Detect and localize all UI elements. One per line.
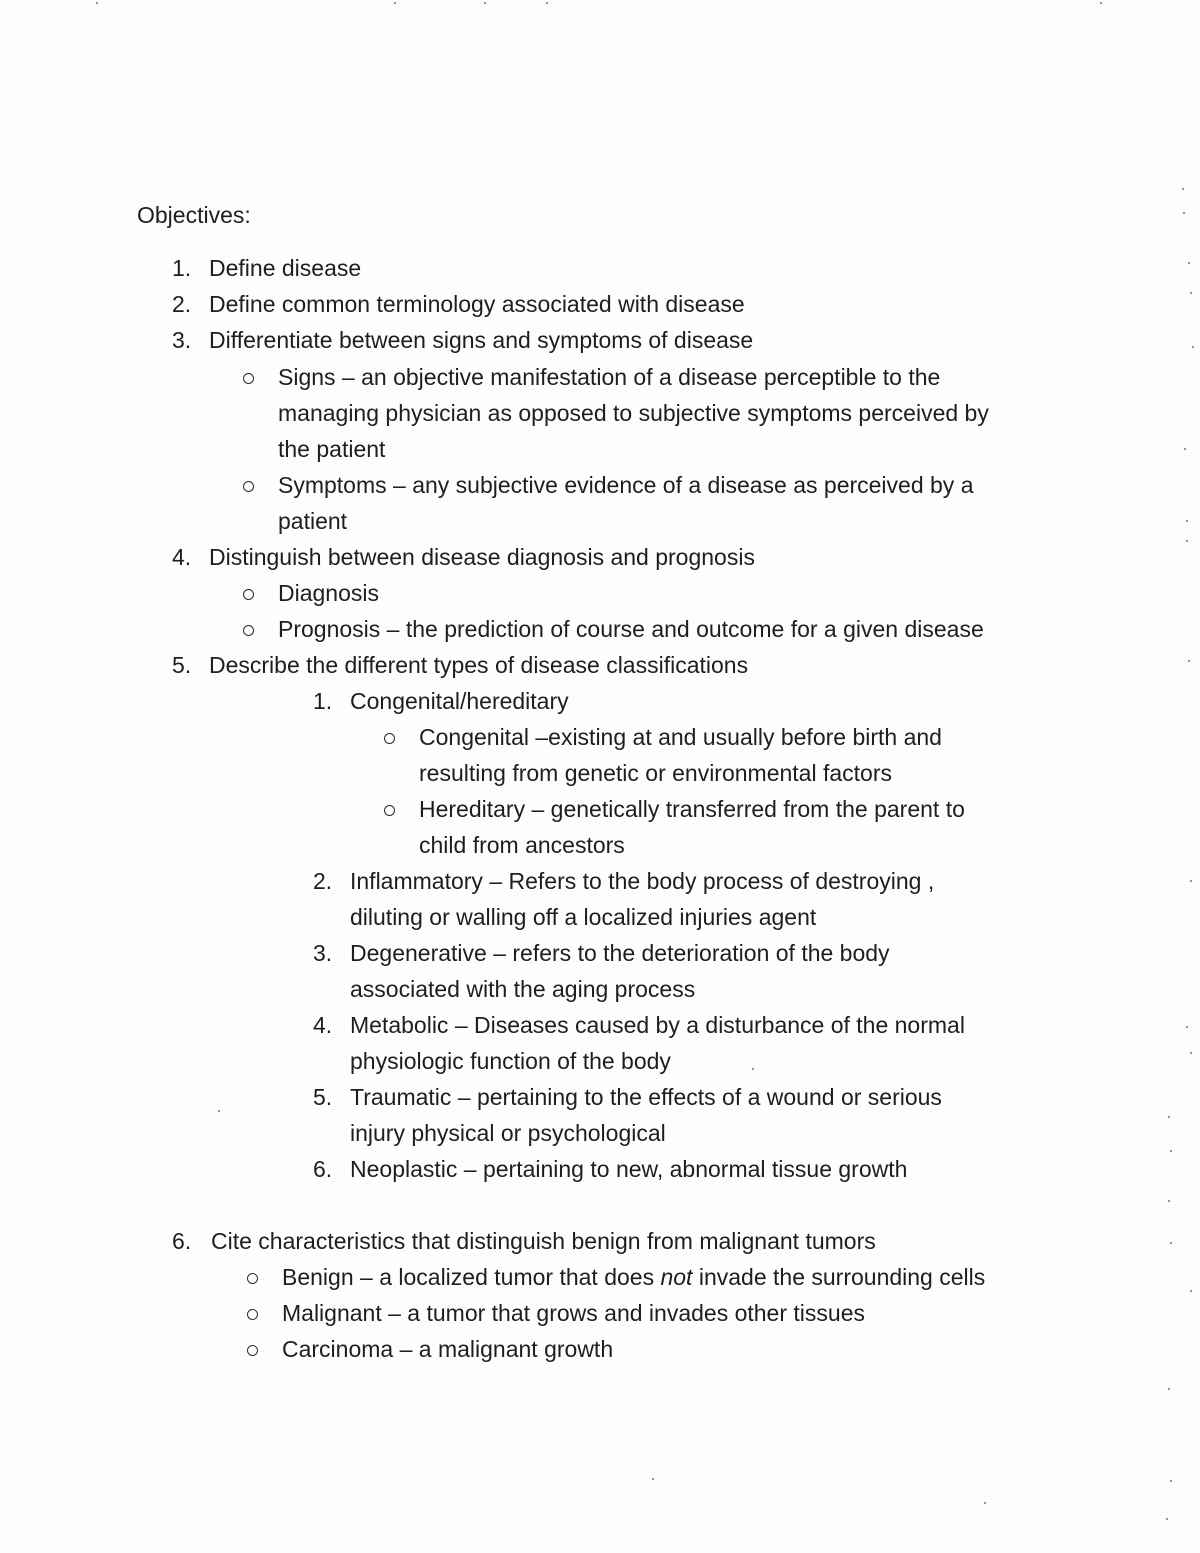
scan-speck [1190, 880, 1192, 882]
scan-speck [1166, 1518, 1168, 1520]
scan-speck [394, 2, 396, 4]
classification-4-line-1: Metabolic – Diseases caused by a disturbance of the normal [350, 1012, 965, 1038]
scan-speck [752, 1068, 754, 1070]
scan-speck [1188, 660, 1190, 662]
scan-speck [1170, 1242, 1172, 1244]
classification-5-line-1: Traumatic – pertaining to the effects of a wound or serious [350, 1084, 942, 1110]
objective-3-text: Differentiate between signs and symptoms of disease [209, 327, 754, 353]
scan-speck [1182, 188, 1184, 190]
benign-text-post: invade the surrounding cells [692, 1264, 986, 1290]
objective-2-text: Define common terminology associated with disease [209, 291, 745, 317]
scan-speck [1190, 292, 1192, 294]
classification-3-line-1: Degenerative – refers to the deterioration of the body [350, 940, 890, 966]
bullet-circle-icon [243, 481, 254, 492]
bullet-circle-icon [243, 589, 254, 600]
scan-speck [1192, 346, 1194, 348]
benign-text-emphasis: not [660, 1264, 693, 1290]
scan-speck [1183, 212, 1185, 214]
scan-speck [1186, 520, 1188, 522]
classification-6-text: Neoplastic – pertaining to new, abnormal tissue growth [350, 1156, 908, 1182]
classification-2-line-2: diluting or walling off a localized injuries agent [350, 904, 817, 930]
objective-6-text: Cite characteristics that distinguish benign from malignant tumors [211, 1228, 876, 1254]
scan-speck [1186, 1026, 1188, 1028]
prognosis-bullet: Prognosis – the prediction of course and outcome for a given disease [278, 616, 984, 642]
scan-speck [1168, 1200, 1170, 1202]
scan-speck [1168, 1388, 1170, 1390]
carcinoma-bullet: Carcinoma – a malignant growth [282, 1336, 614, 1362]
classification-3-line-2: associated with the aging process [350, 976, 696, 1002]
objective-1-number: 1. [172, 255, 192, 281]
scan-speck [1170, 1480, 1172, 1482]
bullet-circle-icon [247, 1345, 258, 1356]
hereditary-bullet-line-1: Hereditary – genetically transferred from the parent to [419, 796, 965, 822]
signs-bullet-line-1: Signs – an objective manifestation of a disease perceptible to the [278, 364, 941, 390]
classification-1-number: 1. [313, 688, 333, 714]
objective-4-number: 4. [172, 544, 192, 570]
objectives-heading: Objectives: [137, 202, 251, 228]
scan-speck [1184, 448, 1186, 450]
objective-2-number: 2. [172, 291, 192, 317]
scan-speck [1188, 262, 1190, 264]
symptoms-bullet-line-2: patient [278, 508, 348, 534]
bullet-circle-icon [247, 1309, 258, 1320]
scan-speck [1190, 1052, 1192, 1054]
scan-speck [652, 1478, 654, 1480]
congenital-bullet-line-1: Congenital –existing at and usually before birth and [419, 724, 942, 750]
benign-bullet [282, 1262, 985, 1292]
classification-5-number: 5. [313, 1084, 333, 1110]
classification-4-number: 4. [313, 1012, 333, 1038]
bullet-circle-icon [384, 733, 395, 744]
objective-4-text: Distinguish between disease diagnosis and prognosis [209, 544, 755, 570]
diagnosis-bullet: Diagnosis [278, 580, 379, 606]
bullet-circle-icon [243, 373, 254, 384]
classification-5-line-2: injury physical or psychological [350, 1120, 666, 1146]
classification-2-number: 2. [313, 868, 333, 894]
scan-speck [1100, 2, 1102, 4]
scan-speck [984, 1502, 986, 1504]
signs-bullet-line-3: the patient [278, 436, 386, 462]
scan-speck [546, 2, 548, 4]
congenital-bullet-line-2: resulting from genetic or environmental factors [419, 760, 892, 786]
classification-1-text: Congenital/hereditary [350, 688, 569, 714]
scan-speck [1186, 540, 1188, 542]
objective-3-number: 3. [172, 327, 192, 353]
objective-1-text: Define disease [209, 255, 362, 281]
objective-6-number: 6. [172, 1228, 192, 1254]
hereditary-bullet-line-2: child from ancestors [419, 832, 625, 858]
classification-4-line-2: physiologic function of the body [350, 1048, 671, 1074]
benign-text-pre: Benign – a localized tumor that does [282, 1264, 661, 1290]
scan-speck [1170, 1150, 1172, 1152]
bullet-circle-icon [243, 625, 254, 636]
malignant-bullet: Malignant – a tumor that grows and invades other tissues [282, 1300, 865, 1326]
symptoms-bullet-line-1: Symptoms – any subjective evidence of a disease as perceived by a [278, 472, 974, 498]
scan-speck [1168, 1116, 1170, 1118]
bullet-circle-icon [247, 1273, 258, 1284]
scan-speck [218, 1110, 220, 1112]
classification-3-number: 3. [313, 940, 333, 966]
objective-5-number: 5. [172, 652, 192, 678]
objective-5-text: Describe the different types of disease classifications [209, 652, 749, 678]
scan-speck [484, 2, 486, 4]
scan-speck [96, 2, 98, 4]
scan-speck [1190, 1290, 1192, 1292]
bullet-circle-icon [384, 805, 395, 816]
classification-6-number: 6. [313, 1156, 333, 1182]
signs-bullet-line-2: managing physician as opposed to subjective symptoms perceived by [278, 400, 989, 426]
classification-2-line-1: Inflammatory – Refers to the body process of destroying , [350, 868, 935, 894]
